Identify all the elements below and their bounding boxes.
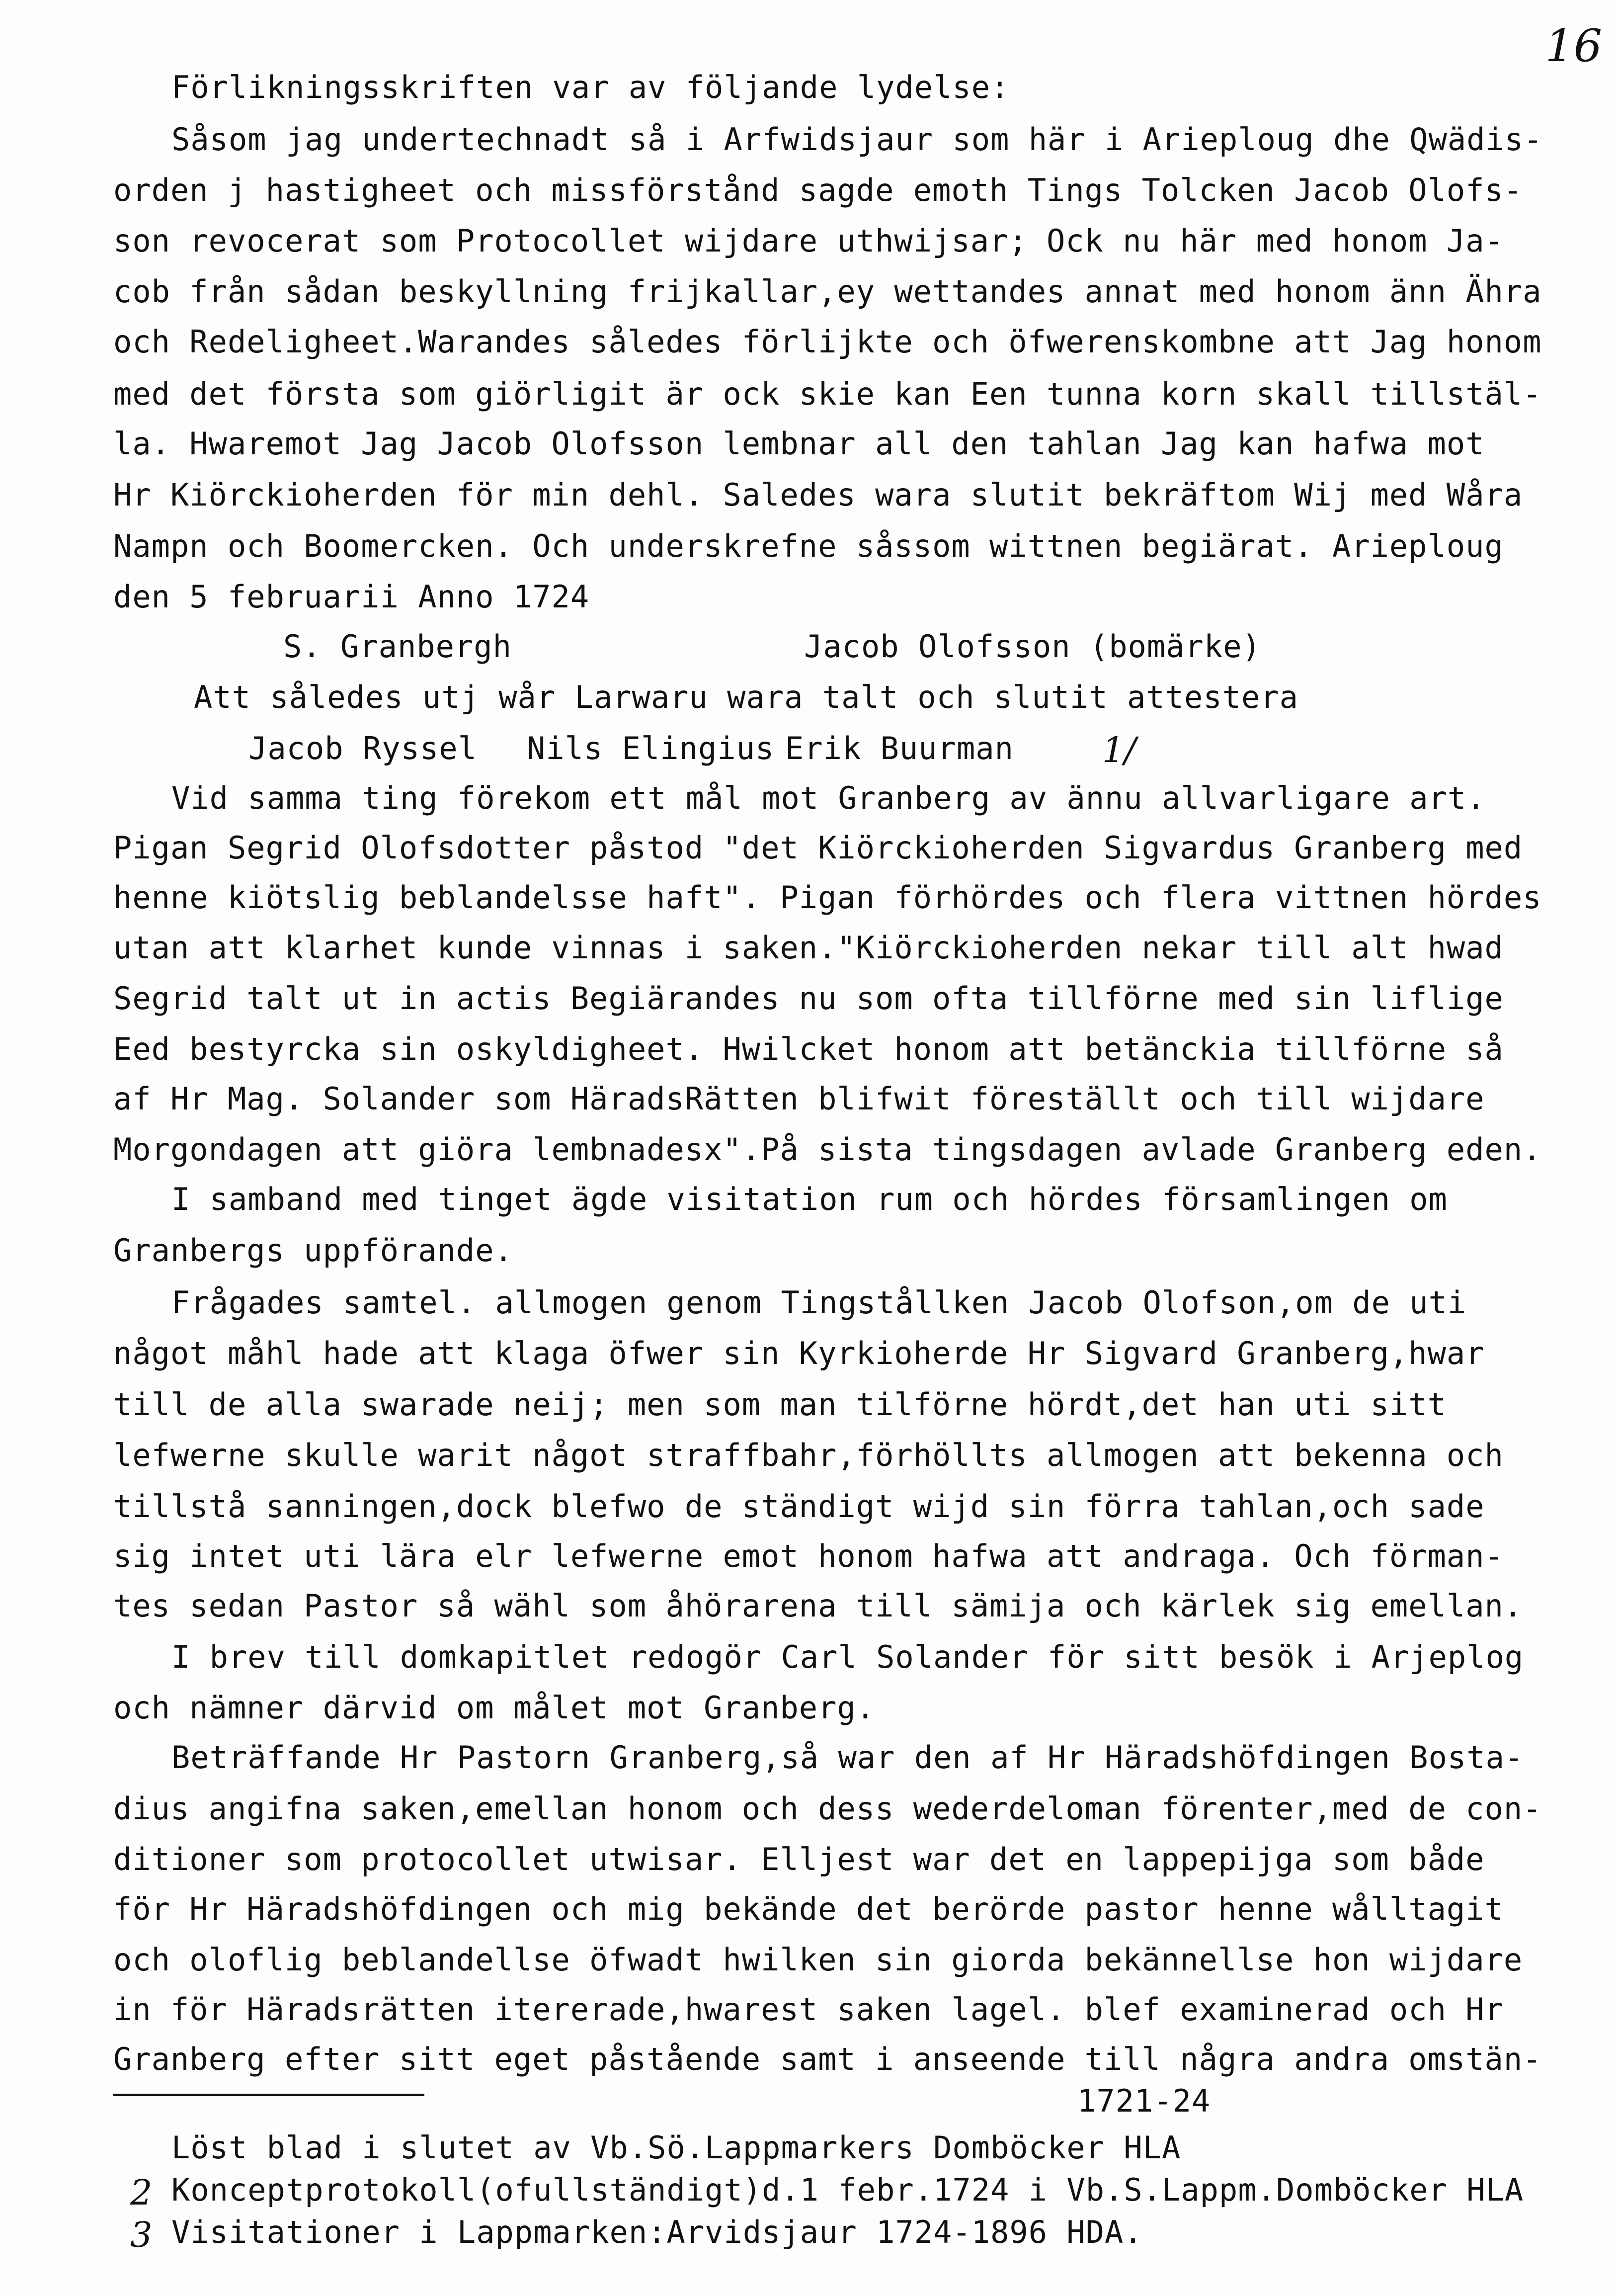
- text-line: la. Hwaremot Jag Jacob Olofsson lembnar all den tahlan Jag kan hafwa mot: [113, 425, 1485, 462]
- footnote-date-range: 1721-24: [1077, 2083, 1211, 2119]
- text-line: Förlikningsskriften var av följande lydelse:: [171, 69, 1010, 105]
- text-line: af Hr Mag. Solander som HäradsRätten blifwit föreställt och till wijdare: [113, 1081, 1485, 1117]
- footnote-1: Löst blad i slutet av Vb.Sö.Lappmarkers Domböcker HLA: [171, 2129, 1181, 2166]
- footnote-mark: 3: [130, 2214, 153, 2255]
- signature-granbergh: S. Granbergh: [283, 628, 512, 665]
- text-line: något måhl hade att klaga öfwer sin Kyrkioherde Hr Sigvard Granberg,hwar: [113, 1335, 1485, 1371]
- text-line: sig intet uti lära elr lefwerne emot honom hafwa att andraga. Och förman-: [113, 1538, 1504, 1574]
- text-line: Morgondagen att giöra lembnadesx".På sista tingsdagen avlade Granberg eden.: [113, 1131, 1542, 1168]
- text-line: och nämner därvid om målet mot Granberg.: [113, 1690, 876, 1726]
- witness-name: Erik Buurman: [785, 730, 1014, 766]
- page-number: 16: [1545, 20, 1602, 72]
- text-line: Vid samma ting förekom ett mål mot Granberg av ännu allvarligare art.: [171, 780, 1486, 816]
- text-line: I samband med tinget ägde visitation rum och hördes församlingen om: [171, 1181, 1448, 1217]
- footnote-separator: [113, 2094, 424, 2096]
- text-line: Såsom jag undertechnadt så i Arfwidsjaur som här i Arieploug dhe Qwädis-: [171, 121, 1543, 158]
- text-line: Granbergs uppförande.: [113, 1232, 513, 1269]
- footnote-mark: 2: [130, 2172, 153, 2213]
- text-line: till de alla swarade neij; men som man tilförne hördt,det han uti sitt: [113, 1386, 1447, 1423]
- text-line: ditioner som protocollet utwisar. Elljest war det en lappepijga som både: [113, 1841, 1485, 1877]
- text-line: Hr Kiörckioherden för min dehl. Saledes wara slutit bekräftom Wij med Wåra: [113, 477, 1523, 513]
- text-line: lefwerne skulle warit något straffbahr,förhöllts allmogen att bekenna och: [113, 1437, 1504, 1473]
- attestation-line: Att således utj wår Larwaru wara talt och slutit attestera: [194, 679, 1298, 715]
- text-line: Granberg efter sitt eget påstående samt i anseende till några andra omstän-: [113, 2041, 1542, 2077]
- text-line: utan att klarhet kunde vinnas i saken."Kiörckioherden nekar till alt hwad: [113, 930, 1504, 966]
- text-line: Nampn och Boomercken. Och underskrefne såssom wittnen begiärat. Arieploug: [113, 528, 1504, 564]
- footnote-2: Konceptprotokoll(ofullständigt)d.1 febr.1724 i Vb.S.Lappm.Domböcker HLA: [171, 2172, 1524, 2208]
- text-line: för Hr Häradshöfdingen och mig bekände det berörde pastor henne wålltagit: [113, 1891, 1504, 1927]
- witness-name: Jacob Ryssel: [248, 730, 477, 766]
- text-line: dius angifna saken,emellan honom och dess wederdeloman förenter,med de con-: [113, 1790, 1542, 1827]
- text-line: son revocerat som Protocollet wijdare uthwijsar; Ock nu här med honom Ja-: [113, 223, 1504, 259]
- text-line: tes sedan Pastor så wähl som åhörarena till sämija och kärlek sig emellan.: [113, 1588, 1523, 1624]
- text-line: tillstå sanningen,dock blefwo de ständigt wijd sin förra tahlan,och sade: [113, 1488, 1485, 1525]
- text-line: och oloflig beblandellse öfwadt hwilken sin giorda bekännellse hon wijdare: [113, 1942, 1523, 1978]
- witness-name: Nils Elingius: [527, 730, 775, 766]
- signature-jacob-olofsson: Jacob Olofsson (bomärke): [804, 628, 1261, 665]
- text-line: med det första som giörligit är ock skie kan Een tunna korn skall tillstäl-: [113, 376, 1542, 412]
- text-line: Beträffande Hr Pastorn Granberg,så war den af Hr Häradshöfdingen Bosta-: [171, 1739, 1524, 1776]
- text-line: Pigan Segrid Olofsdotter påstod "det Kiörckioherden Sigvardus Granberg med: [113, 830, 1523, 866]
- text-line: I brev till domkapitlet redogör Carl Solander för sitt besök i Arjeplog: [171, 1639, 1524, 1675]
- footnote-3: Visitationer i Lappmarken:Arvidsjaur 1724-1896 HDA.: [171, 2214, 1143, 2250]
- text-line: och Redeligheet.Warandes således förlijkte och öfwerenskombne att Jag honom: [113, 324, 1542, 360]
- text-line: orden j hastigheet och missförstånd sagde emoth Tings Tolcken Jacob Olofs-: [113, 172, 1523, 208]
- text-line: Segrid talt ut in actis Begiärandes nu som ofta tillförne med sin liflige: [113, 980, 1504, 1017]
- text-line: henne kiötslig beblandelsse haft". Pigan förhördes och flera vittnen hördes: [113, 879, 1542, 916]
- text-line: cob från sådan beskyllning frijkallar,ey wettandes annat med honom änn Ähra: [113, 273, 1542, 310]
- text-line: in för Häradsrätten itererade,hwarest saken lagel. blef examinerad och Hr: [113, 1991, 1504, 2028]
- text-line: Frågades samtel. allmogen genom Tingstållken Jacob Olofson,om de uti: [171, 1284, 1467, 1321]
- text-line: Eed bestyrcka sin oskyldigheet. Hwilcket honom att betänckia tillförne så: [113, 1031, 1504, 1067]
- text-line: den 5 februarii Anno 1724: [113, 579, 590, 615]
- footnote-mark: 1/: [1102, 730, 1136, 770]
